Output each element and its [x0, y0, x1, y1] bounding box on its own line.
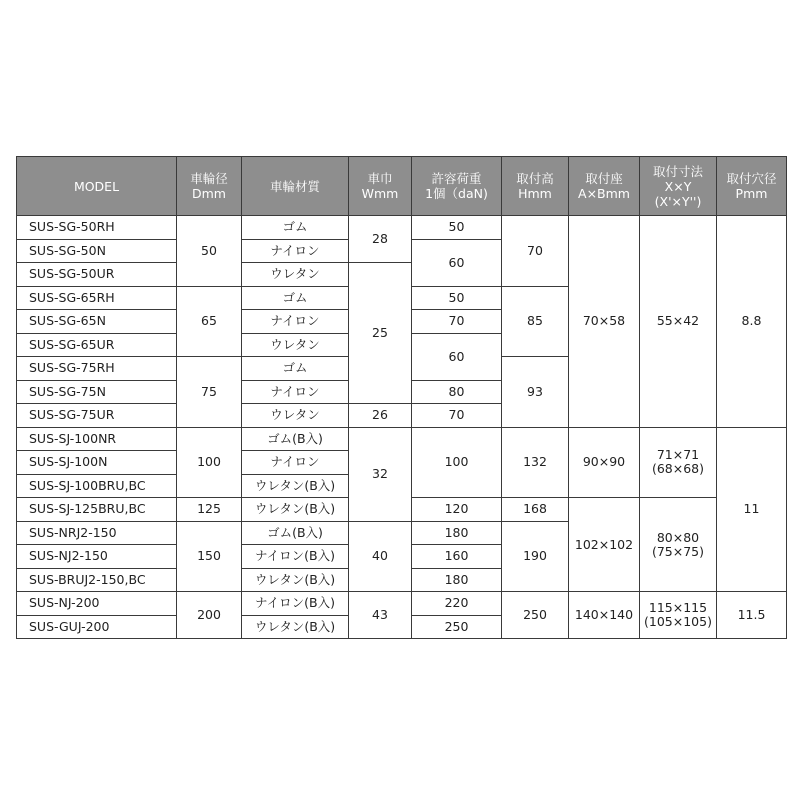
material-cell: ナイロン	[242, 239, 349, 263]
load-cell: 220	[412, 592, 502, 616]
load-cell: 180	[412, 521, 502, 545]
header-hole: 取付穴径 Pmm	[717, 157, 787, 216]
height-cell: 85	[502, 286, 569, 357]
material-cell: ウレタン	[242, 333, 349, 357]
height-cell: 190	[502, 521, 569, 592]
model-cell: SUS-NJ-200	[17, 592, 177, 616]
model-cell: SUS-NJ2-150	[17, 545, 177, 569]
material-cell: ナイロン	[242, 310, 349, 334]
load-cell: 50	[412, 286, 502, 310]
plate-cell: 140×140	[569, 592, 640, 639]
table-row	[17, 216, 787, 240]
table-row	[17, 427, 787, 451]
load-cell: 70	[412, 310, 502, 334]
load-cell: 180	[412, 568, 502, 592]
model-cell: SUS-SG-65UR	[17, 333, 177, 357]
plate-cell: 102×102	[569, 498, 640, 592]
wheel-dia-cell: 150	[177, 521, 242, 592]
material-cell: ナイロン	[242, 451, 349, 475]
load-cell: 80	[412, 380, 502, 404]
model-cell: SUS-BRUJ2-150,BC	[17, 568, 177, 592]
width-cell: 32	[349, 427, 412, 521]
height-cell: 168	[502, 498, 569, 522]
material-cell: ウレタン	[242, 263, 349, 287]
load-cell: 160	[412, 545, 502, 569]
model-cell: SUS-GUJ-200	[17, 615, 177, 639]
wheel-dia-cell: 125	[177, 498, 242, 522]
header-wheel-dia: 車輪径 Dmm	[177, 157, 242, 216]
model-cell: SUS-SG-50N	[17, 239, 177, 263]
material-cell: ウレタン(B入)	[242, 568, 349, 592]
hole-cell: 11.5	[717, 592, 787, 639]
material-cell: ナイロン	[242, 380, 349, 404]
width-cell: 28	[349, 216, 412, 263]
load-cell: 60	[412, 333, 502, 380]
wheel-dia-cell: 75	[177, 357, 242, 428]
material-cell: ナイロン(B入)	[242, 545, 349, 569]
mount-cell: 115×115 (105×105)	[640, 592, 717, 639]
load-cell: 50	[412, 216, 502, 240]
model-cell: SUS-SJ-100BRU,BC	[17, 474, 177, 498]
hole-cell: 8.8	[717, 216, 787, 428]
load-cell: 60	[412, 239, 502, 286]
model-cell: SUS-SG-65N	[17, 310, 177, 334]
load-cell: 250	[412, 615, 502, 639]
material-cell: ウレタン(B入)	[242, 615, 349, 639]
plate-cell: 90×90	[569, 427, 640, 498]
header-material: 車輪材質	[242, 157, 349, 216]
header-load: 許容荷重 1個（daN)	[412, 157, 502, 216]
model-cell: SUS-SJ-125BRU,BC	[17, 498, 177, 522]
model-cell: SUS-SG-75RH	[17, 357, 177, 381]
model-cell: SUS-SG-50RH	[17, 216, 177, 240]
width-cell: 25	[349, 263, 412, 404]
header-row	[17, 157, 787, 216]
height-cell: 70	[502, 216, 569, 287]
table-row	[17, 592, 787, 616]
spec-table	[16, 156, 787, 639]
width-cell: 40	[349, 521, 412, 592]
wheel-dia-cell: 65	[177, 286, 242, 357]
model-cell: SUS-SG-75UR	[17, 404, 177, 428]
material-cell: ナイロン(B入)	[242, 592, 349, 616]
wheel-dia-cell: 100	[177, 427, 242, 498]
height-cell: 132	[502, 427, 569, 498]
wheel-dia-cell: 200	[177, 592, 242, 639]
header-model: MODEL	[17, 157, 177, 216]
model-cell: SUS-NRJ2-150	[17, 521, 177, 545]
load-cell: 70	[412, 404, 502, 428]
material-cell: ゴム(B入)	[242, 427, 349, 451]
material-cell: ゴム(B入)	[242, 521, 349, 545]
model-cell: SUS-SG-65RH	[17, 286, 177, 310]
width-cell: 26	[349, 404, 412, 428]
hole-cell: 11	[717, 427, 787, 592]
header-width: 車巾 Wmm	[349, 157, 412, 216]
material-cell: ゴム	[242, 357, 349, 381]
mount-cell: 80×80 (75×75)	[640, 498, 717, 592]
mount-cell: 55×42	[640, 216, 717, 428]
load-cell: 120	[412, 498, 502, 522]
model-cell: SUS-SG-50UR	[17, 263, 177, 287]
wheel-dia-cell: 50	[177, 216, 242, 287]
model-cell: SUS-SJ-100NR	[17, 427, 177, 451]
mount-cell: 71×71 (68×68)	[640, 427, 717, 498]
material-cell: ウレタン(B入)	[242, 474, 349, 498]
header-plate: 取付座 A×Bmm	[569, 157, 640, 216]
width-cell: 43	[349, 592, 412, 639]
model-cell: SUS-SG-75N	[17, 380, 177, 404]
material-cell: ウレタン(B入)	[242, 498, 349, 522]
header-mount: 取付寸法 X×Y (X'×Y'')	[640, 157, 717, 216]
height-cell: 250	[502, 592, 569, 639]
height-cell: 93	[502, 357, 569, 428]
model-cell: SUS-SJ-100N	[17, 451, 177, 475]
material-cell: ウレタン	[242, 404, 349, 428]
load-cell: 100	[412, 427, 502, 498]
plate-cell: 70×58	[569, 216, 640, 428]
material-cell: ゴム	[242, 216, 349, 240]
material-cell: ゴム	[242, 286, 349, 310]
header-height: 取付高 Hmm	[502, 157, 569, 216]
